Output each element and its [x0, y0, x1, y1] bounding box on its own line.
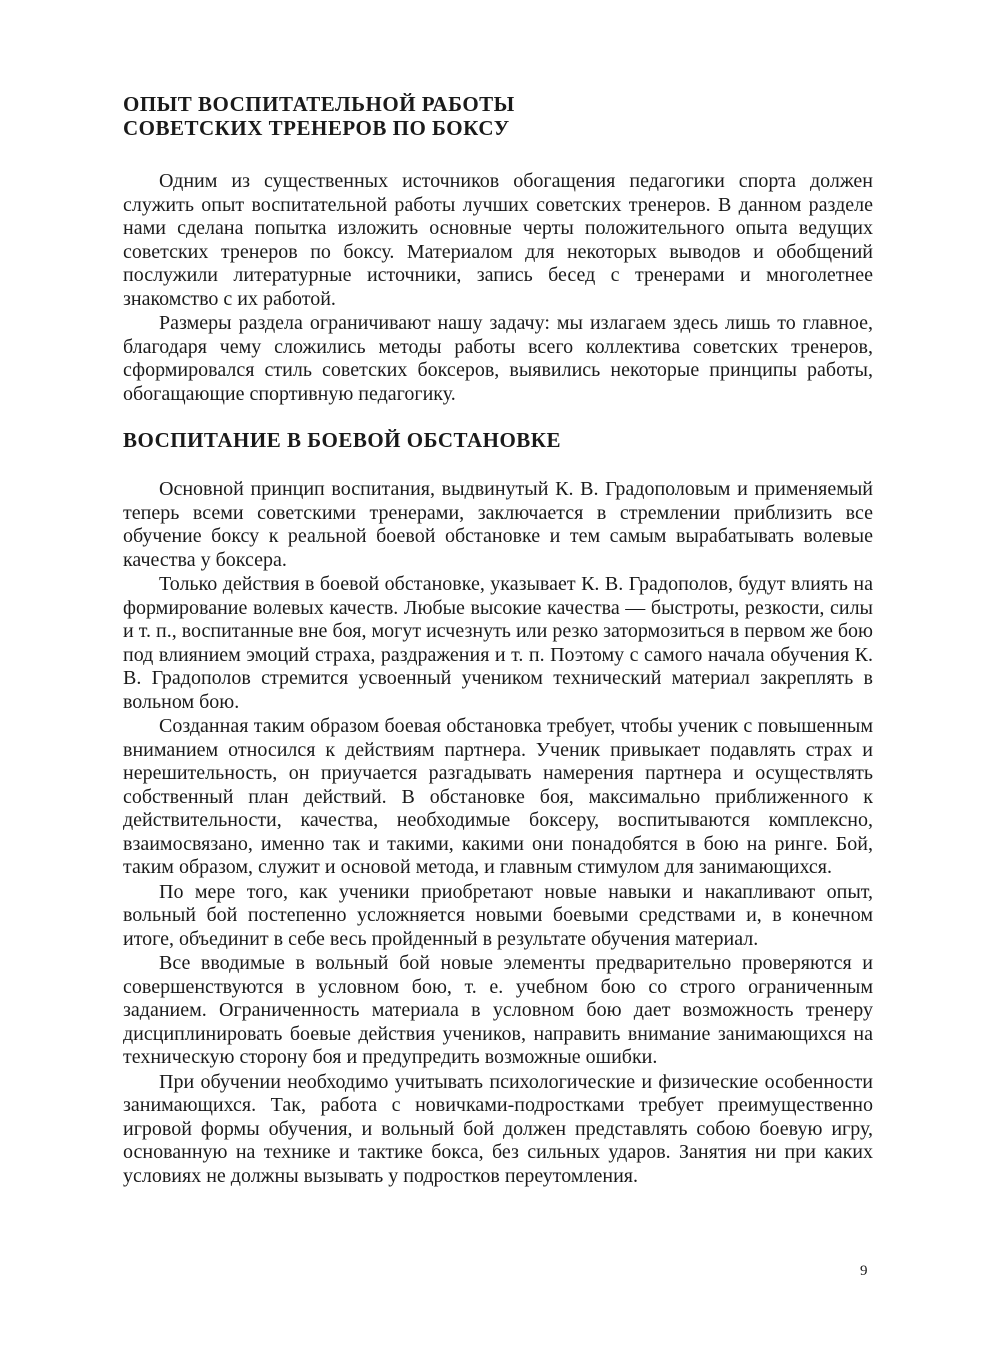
- section-paragraph-5: Все вводимые в вольный бой новые элементы предварительно проверяются и совершенствуются в условном бою, т. е. учебном бою со строго ограниченным заданием. Ограниченность материала в условном бою дает возможность тренеру дисциплинировать боевые действия учеников, направить внимание занимающихся на техническую сторону боя и предупредить возможные ошибки.: [123, 952, 873, 1068]
- section-paragraph-1: Основной принцип воспитания, выдвинутый К. В. Градополовым и применяемый теперь всеми советскими тренерами, заключается в стремлении приблизить все обучение боксу к реальной боевой обстановке и тем самым вырабатывать волевые качества у боксера.: [123, 478, 873, 571]
- intro-paragraph-1: Одним из существенных источников обогащения педагогики спорта должен служить опыт воспитательной работы лучших советских тренеров. В данном разделе нами сделана попытка изложить основные черты положительного опыта ведущих советских тренеров по боксу. Материалом для некоторых выводов и обобщений послужили литературные источники, запись бесед с тренерами и многолетнее знакомство с их работой.: [123, 170, 873, 310]
- document-page: [123, 92, 873, 1189]
- main-title: [123, 92, 873, 140]
- section-paragraph-2: Только действия в боевой обстановке, указывает К. В. Градополов, будут влиять на формирование волевых качеств. Любые высокие качества — быстроты, резкости, силы и т. п., воспитанные вне боя, могут исчезнуть или резко затормозиться в первом же бою под влиянием эмоций страха, раздражения и т. п. Поэтому с самого начала обучения К. В. Градополов стремится усвоенный учеником технический материал закреплять в вольном бою.: [123, 573, 873, 713]
- main-title-line-1: ОПЫТ ВОСПИТАТЕЛЬНОЙ РАБОТЫ: [123, 92, 515, 116]
- section-paragraph-6: При обучении необходимо учитывать психологические и физические особенности занимающихся. Так, работа с новичками-подростками требует преимущественно игровой формы обучения, и вольный бой должен представлять собою боевую игру, основанную на технике и тактике бокса, без сильных ударов. Занятия ни при каких условиях не должны вызывать у подростков переутомления.: [123, 1070, 873, 1187]
- section-title: ВОСПИТАНИЕ В БОЕВОЙ ОБСТАНОВКЕ: [123, 428, 562, 452]
- page-number: 9: [860, 1263, 868, 1279]
- section-paragraph-4: По мере того, как ученики приобретают новые навыки и накапливают опыт, вольный бой постепенно усложняется новыми боевыми средствами и, в конечном итоге, объединит в себе весь пройденный в результате обучения материал.: [123, 880, 873, 950]
- main-title-line-2: СОВЕТСКИХ ТРЕНЕРОВ ПО БОКСУ: [123, 116, 510, 140]
- intro-paragraph-2: Размеры раздела ограничивают нашу задачу: мы излагаем здесь лишь то главное, благодаря чему сложились методы работы всего коллектива советских тренеров, сформировался стиль советских боксеров, выявились некоторые принципы работы, обогащающие спортивную педагогику.: [123, 312, 873, 405]
- section-paragraph-3: Созданная таким образом боевая обстановка требует, чтобы ученик с повышенным вниманием относился к действиям партнера. Ученик привыкает подавлять страх и нерешительность, он приучается разгадывать намерения партнера и осуществлять собственный план действий. В обстановке боя, максимально приближенного к действительности, качества, необходимые боксеру, воспитываются комплексно, взаимосвязано, именно так и такими, какими они понадобятся в бою на ринге. Бой, таким образом, служит и основой метода, и главным стимулом для занимающихся.: [123, 715, 873, 878]
